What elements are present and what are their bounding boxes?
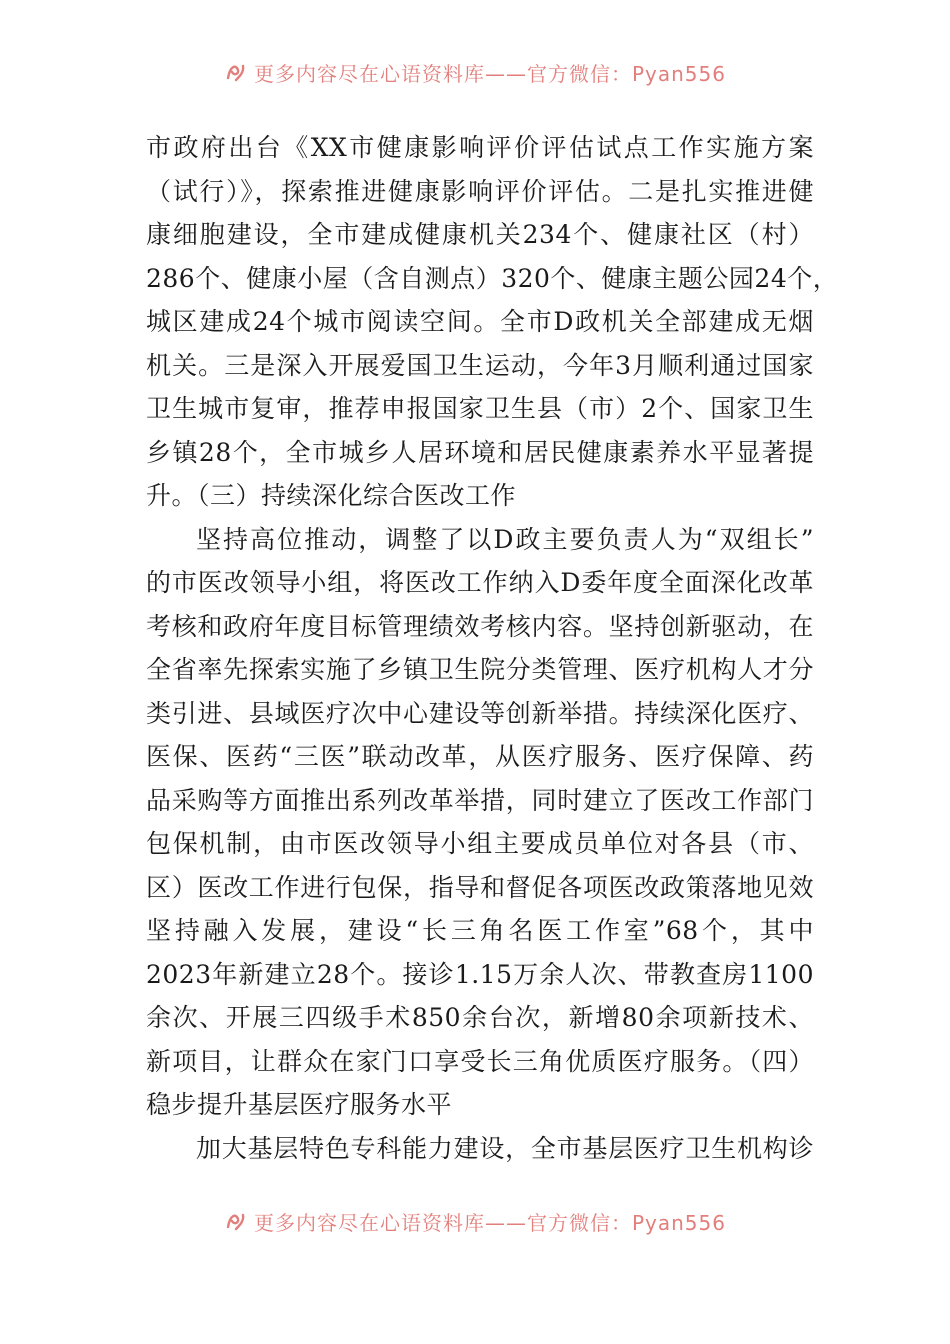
text-line: 考核和政府年度目标管理绩效考核内容。坚持创新驱动，在 [146, 611, 814, 641]
text-line: 坚持融入发展，建设“长三角名医工作室”68个，其中 [146, 916, 814, 945]
text-line: 医保、医药“三医”联动改革，从医疗服务、医疗保障、药 [146, 742, 814, 771]
text-line: 的市医改领导小组，将医改工作纳入D委年度全面深化改革 [146, 568, 814, 597]
text-line: 市政府出台《XX市健康影响评价评估试点工作实施方案 [146, 133, 814, 162]
paragraph-first-line: 加大基层特色专科能力建设，全市基层医疗卫生机构诊 [196, 1133, 814, 1163]
watermark-logo-icon [224, 1209, 248, 1233]
watermark-text: 更多内容尽在心语资料库——官方微信：Pyan556 [253, 1210, 726, 1235]
text-line: 城区建成24个城市阅读空间。全市D政机关全部建成无烟 [146, 307, 814, 336]
paragraph-first-line: 坚持高位推动，调整了以D政主要负责人为“双组长” [196, 524, 814, 554]
watermark-logo-icon [224, 60, 248, 84]
text-line: （试行）》，探索推进健康影响评价评估。二是扎实推进健 [146, 176, 814, 206]
text-line: 稳步提升基层医疗服务水平 [146, 1090, 453, 1119]
text-line: 全省率先探索实施了乡镇卫生院分类管理、医疗机构人才分 [146, 655, 814, 684]
text-line: 卫生城市复审，推荐申报国家卫生县（市）2个、国家卫生 [146, 394, 814, 423]
document-body [146, 126, 839, 1170]
text-line: 区）医改工作进行包保，指导和督促各项医改政策落地见效 [146, 872, 814, 902]
watermark-text: 更多内容尽在心语资料库——官方微信：Pyan556 [253, 61, 726, 86]
text-line: 品采购等方面推出系列改革举措，同时建立了医改工作部门 [146, 785, 814, 815]
text-line: 余次、开展三四级手术850余台次，新增80余项新技术、 [146, 1003, 814, 1032]
text-line: 包保机制，由市医改领导小组主要成员单位对各县（市、 [146, 829, 814, 858]
text-line: 康细胞建设，全市建成健康机关234个、健康社区（村） [146, 220, 814, 249]
text-line: 机关。三是深入开展爱国卫生运动，今年3月顺利通过国家 [146, 350, 814, 380]
header-watermark [0, 56, 950, 88]
text-line: 乡镇28个，全市城乡人居环境和居民健康素养水平显著提 [146, 437, 814, 467]
footer-watermark [0, 1205, 950, 1237]
text-line: 新项目，让群众在家门口享受长三角优质医疗服务。（四） [146, 1046, 814, 1076]
text-line: 类引进、县域医疗次中心建设等创新举措。持续深化医疗、 [146, 698, 814, 728]
text-line: 升。（三）持续深化综合医改工作 [146, 481, 517, 510]
text-line: 2023年新建立28个。接诊1.15万余人次、带教查房1100 [146, 959, 814, 989]
text-line: 286个、健康小屋（含自测点）320个、健康主题公园24个， [146, 263, 839, 293]
